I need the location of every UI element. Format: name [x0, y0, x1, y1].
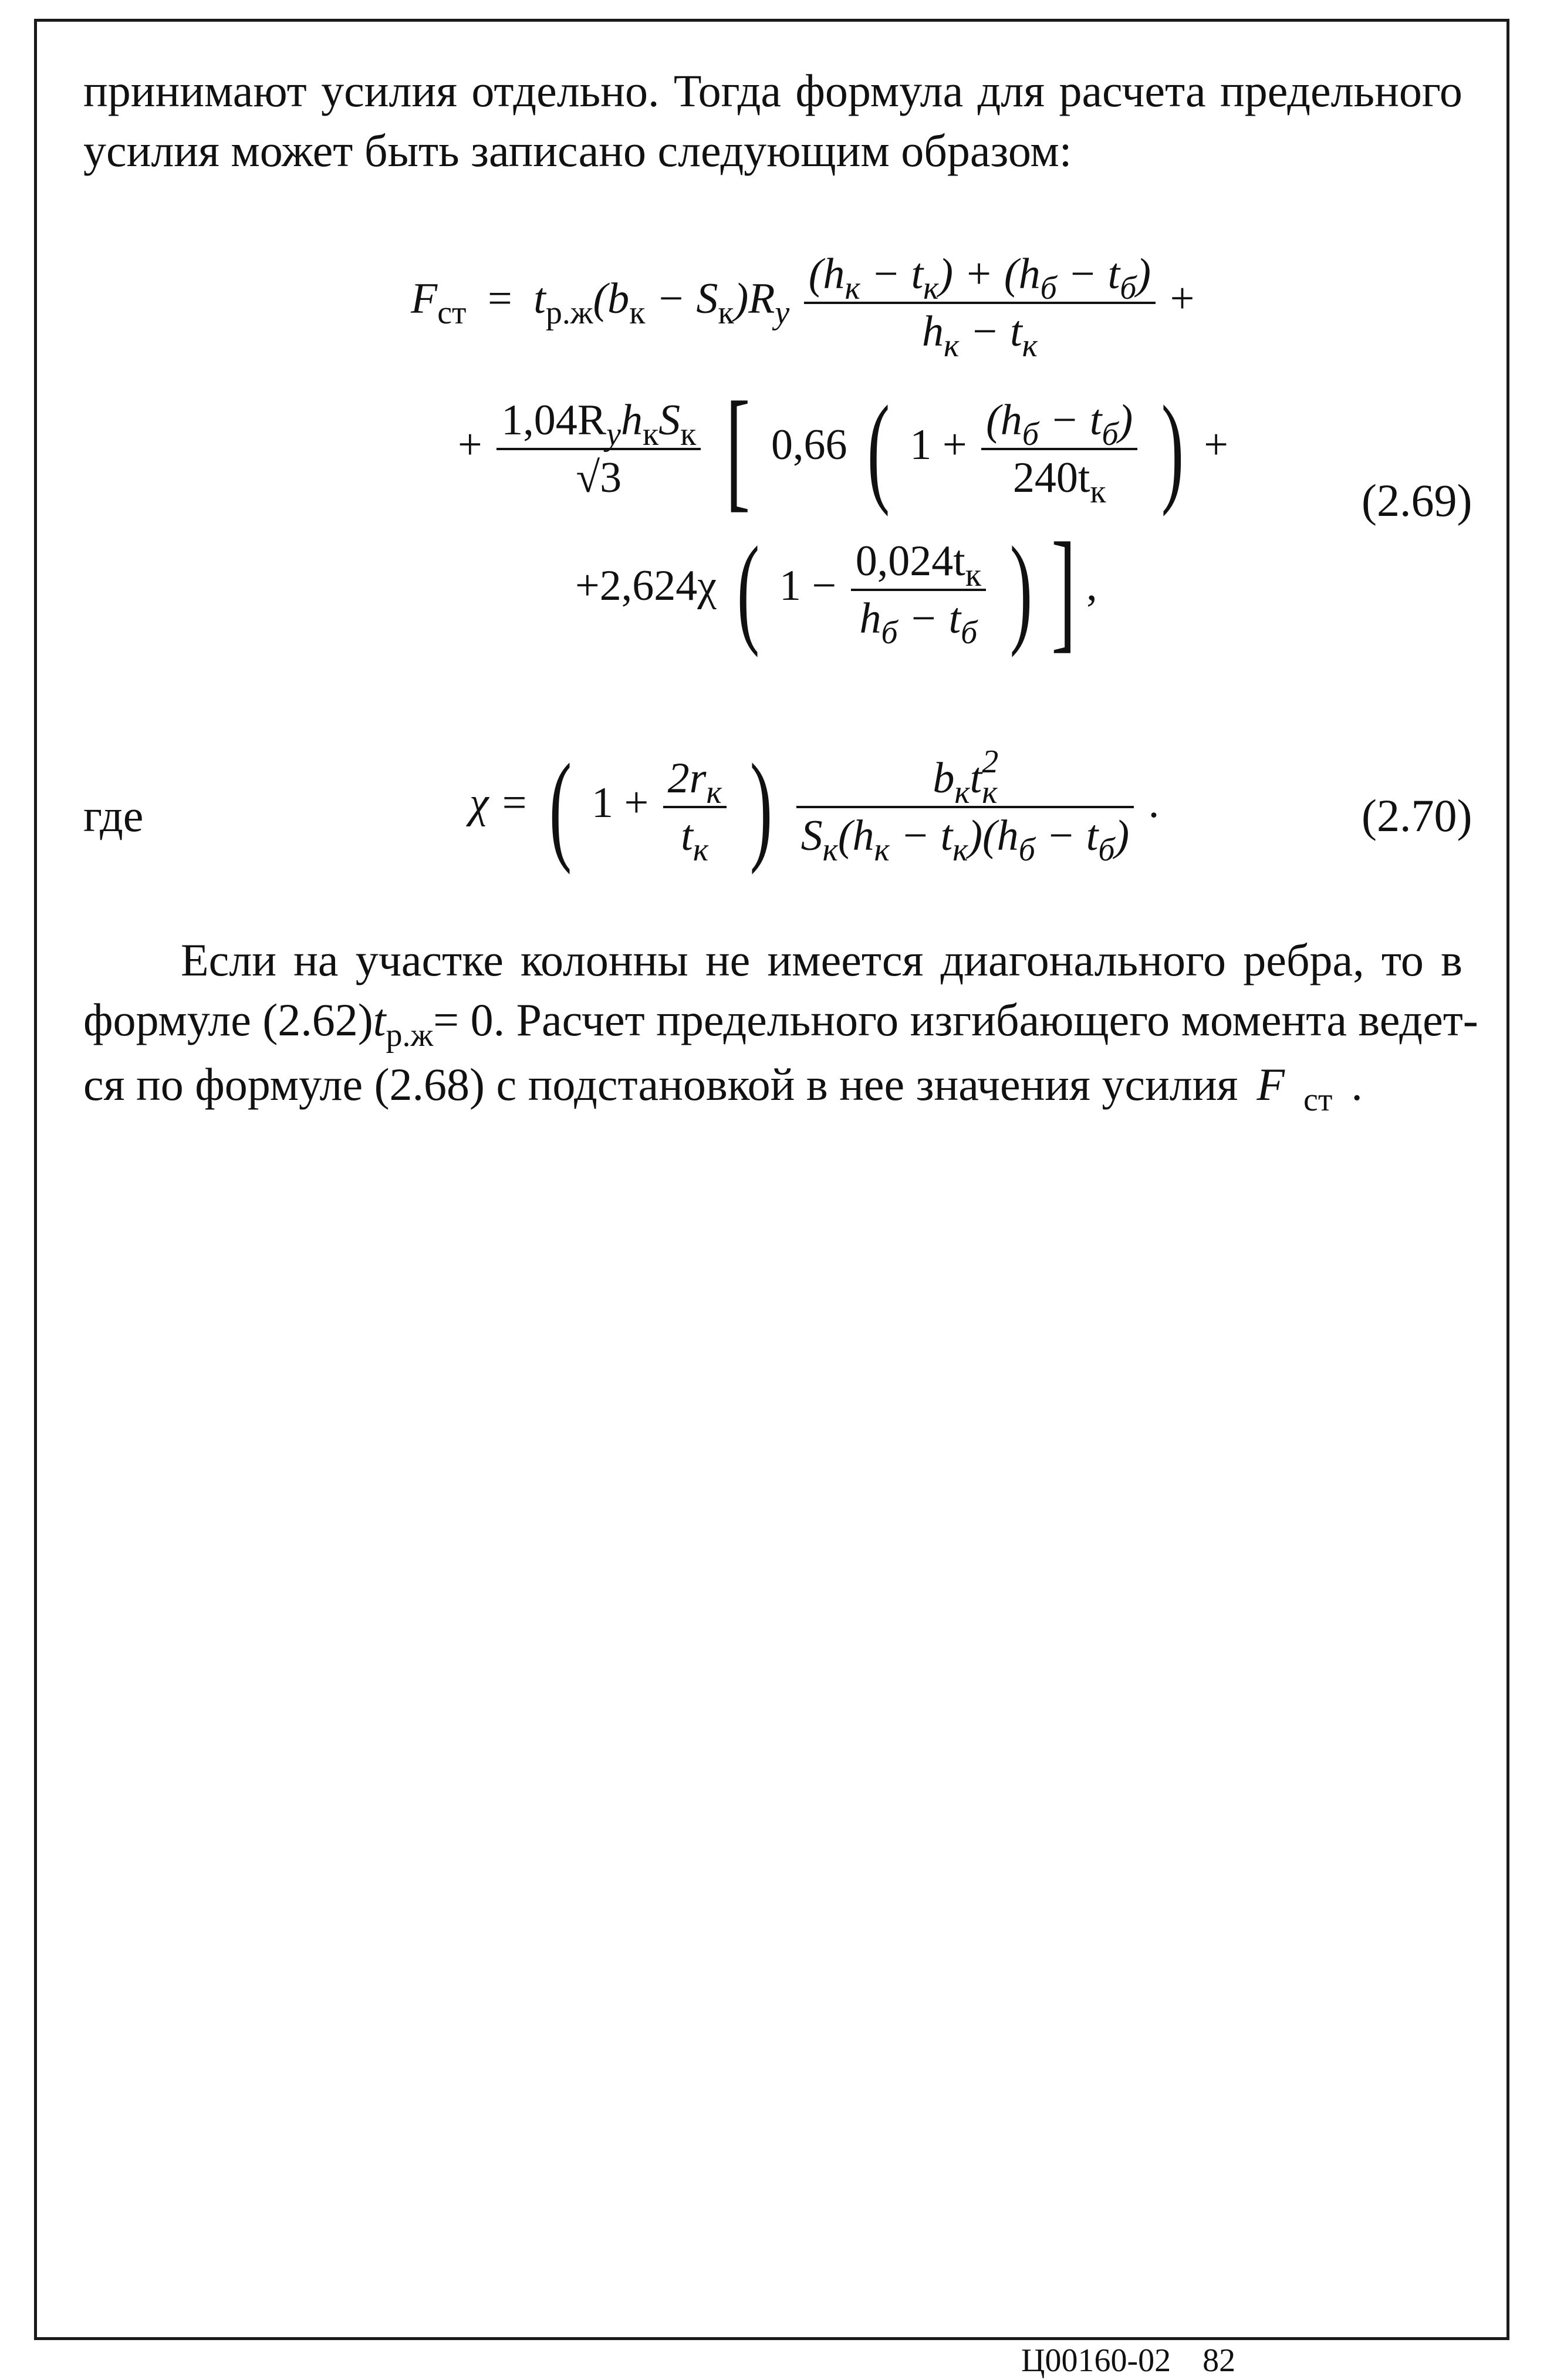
left-bracket: [: [725, 374, 751, 524]
word: в: [1441, 934, 1462, 985]
fraction: [496, 396, 701, 502]
term: ) + (h: [938, 250, 1041, 298]
symbol-t: t: [373, 994, 386, 1045]
subscript: б: [1018, 832, 1035, 868]
subscript: к: [680, 416, 697, 453]
subscript: y: [775, 294, 790, 331]
term: ): [1136, 250, 1151, 298]
word: не: [705, 934, 751, 985]
term: − t: [897, 595, 961, 643]
period: .: [1148, 778, 1160, 827]
term: (h: [837, 812, 874, 860]
left-paren: (: [737, 522, 759, 658]
text-segment: = 0. Расчет предельного изгибающего момента ведет-: [433, 994, 1478, 1045]
subscript: к: [706, 774, 722, 811]
term: h: [859, 595, 881, 643]
term: 1 −: [779, 561, 837, 610]
term: t: [681, 812, 693, 860]
term: (h: [986, 396, 1022, 444]
equation-number-2-70: (2.70): [1362, 790, 1472, 841]
paragraph-bottom-line-2: [83, 990, 1478, 1055]
term: 1 +: [591, 778, 649, 827]
equation-2-70: [469, 739, 1160, 875]
word: Если: [181, 934, 276, 985]
subscript: ст: [1303, 1082, 1333, 1118]
term: − t: [889, 812, 953, 860]
fraction-numerator: [496, 396, 701, 453]
subscript: к: [1090, 474, 1106, 510]
symbol-t: t: [533, 274, 546, 323]
term: (h: [808, 250, 845, 298]
footer: [1021, 2342, 1235, 2379]
superscript: 2: [982, 744, 999, 780]
subscript: к: [952, 832, 968, 868]
symbol-S: − S: [645, 274, 718, 323]
subscript: б: [1098, 832, 1115, 868]
inline-formula: [1256, 1055, 1362, 1119]
symbol-F: F: [411, 274, 438, 323]
term: t: [970, 754, 982, 802]
coefficient: 0,66: [771, 420, 847, 469]
fraction: [796, 744, 1134, 868]
subscript: к: [642, 416, 659, 453]
word: колонны: [521, 934, 688, 985]
equation-2-69-row-2: [458, 374, 1228, 524]
paragraph-top-line-2: усилия может быть записано следующим образом:: [83, 125, 1072, 176]
sqrt-term: √3: [576, 454, 622, 502]
paragraph-bottom-line-1: [83, 930, 1462, 990]
word: диагонального: [940, 934, 1227, 985]
term: − t: [1038, 396, 1102, 444]
equals-sign: =: [488, 274, 512, 323]
fraction-denominator: [496, 450, 701, 502]
page-frame: [34, 19, 1509, 2340]
term: S: [800, 812, 823, 860]
word: участке: [355, 934, 504, 985]
right-paren: ): [749, 739, 773, 875]
symbol-h: h: [620, 396, 643, 444]
text-segment: ся по формуле (2.68) с подстановкой в нее значения усилия: [83, 1059, 1238, 1110]
symbol-S: S: [658, 396, 681, 444]
subscript: к: [693, 832, 709, 868]
term: ): [1114, 812, 1130, 860]
term: )(h: [968, 812, 1019, 860]
word: предельного: [1220, 65, 1462, 116]
symbol-chi: χ =: [469, 778, 529, 827]
right-bracket: ]: [1051, 515, 1076, 664]
word: то: [1381, 934, 1424, 985]
term: − t: [1035, 812, 1099, 860]
fraction-numerator: [663, 754, 727, 811]
right-paren: ): [1161, 381, 1184, 517]
fraction: [981, 396, 1137, 510]
fraction-numerator: [804, 252, 1156, 304]
subscript: к: [954, 774, 970, 811]
subscript: б: [961, 615, 978, 651]
paragraph-bottom-line-3: [83, 1055, 1462, 1119]
word: Тогда: [673, 65, 782, 116]
term: 1,04R: [501, 396, 607, 444]
term: − t: [959, 308, 1022, 356]
subscript: к: [822, 832, 838, 868]
fraction-numerator: [796, 744, 1134, 811]
subscript: р.ж: [545, 294, 593, 331]
document-code: Ц00160-02: [1021, 2342, 1171, 2379]
subscript: б: [881, 615, 898, 651]
subscript: y: [606, 416, 621, 453]
left-paren: (: [549, 739, 572, 875]
paragraph-top-line-1: [83, 61, 1462, 121]
fraction: [663, 754, 727, 868]
subscript: ст: [437, 294, 467, 331]
fraction-numerator: [981, 396, 1137, 453]
equation-number-2-69: (2.69): [1362, 475, 1472, 526]
subscript: к: [923, 270, 939, 306]
plus-sign: +: [458, 420, 482, 469]
subscript: к: [965, 557, 982, 593]
term: ): [1118, 396, 1133, 444]
right-paren: ): [1009, 522, 1032, 658]
paragraph-bottom: [83, 930, 1478, 1119]
subscript: к: [629, 294, 646, 331]
inline-formula: [373, 990, 433, 1055]
word: усилия: [321, 65, 458, 116]
equation-2-69-row-3: [575, 515, 1097, 664]
term: − t: [860, 250, 924, 298]
comma: ,: [1086, 561, 1097, 610]
fraction: [804, 250, 1156, 364]
fraction-denominator: [851, 591, 986, 651]
subscript: р.ж: [386, 1017, 434, 1054]
term: 0,024t: [855, 537, 965, 585]
term: 2r: [667, 754, 707, 802]
term: b: [933, 754, 955, 802]
left-paren: (: [867, 381, 890, 517]
subscript: к: [1022, 328, 1038, 364]
term: − t: [1056, 250, 1120, 298]
text-segment: формуле (2.62): [83, 994, 373, 1045]
word: принимают: [83, 65, 307, 116]
subscript: к: [982, 774, 998, 811]
fraction: [851, 537, 986, 651]
word: отдельно.: [471, 65, 660, 116]
paragraph-top: [83, 61, 1462, 181]
term: 1 +: [910, 420, 967, 469]
equation-2-69-row-1: [411, 250, 1195, 364]
fraction-denominator: [804, 304, 1156, 364]
word: формула: [795, 65, 964, 116]
term: +2,624χ: [575, 561, 717, 610]
plus-sign: +: [1170, 274, 1195, 323]
subscript: к: [943, 328, 960, 364]
word: имеется: [767, 934, 924, 985]
word: на: [293, 934, 339, 985]
subscript: б: [1022, 416, 1039, 453]
symbol-F: F: [1256, 1059, 1285, 1110]
subscript: к: [874, 832, 890, 868]
word: ребра,: [1243, 934, 1364, 985]
word: расчета: [1059, 65, 1206, 116]
subscript: б: [1040, 270, 1057, 306]
fraction-numerator: [851, 539, 986, 591]
subscript: к: [845, 270, 860, 306]
fraction-denominator: [796, 808, 1134, 868]
term: 240t: [1012, 454, 1090, 502]
where-word: где: [83, 790, 144, 841]
symbol-b: (b: [593, 274, 630, 323]
fraction-denominator: [663, 808, 727, 868]
page-number: 82: [1203, 2342, 1236, 2379]
plus-sign: +: [1204, 420, 1228, 469]
subscript: б: [1102, 416, 1119, 453]
fraction-denominator: [981, 450, 1137, 510]
period: .: [1351, 1059, 1363, 1110]
subscript: к: [718, 294, 734, 331]
term: h: [921, 308, 944, 356]
symbol-R: )R: [734, 274, 775, 323]
word: для: [977, 65, 1045, 116]
subscript: б: [1120, 270, 1137, 306]
